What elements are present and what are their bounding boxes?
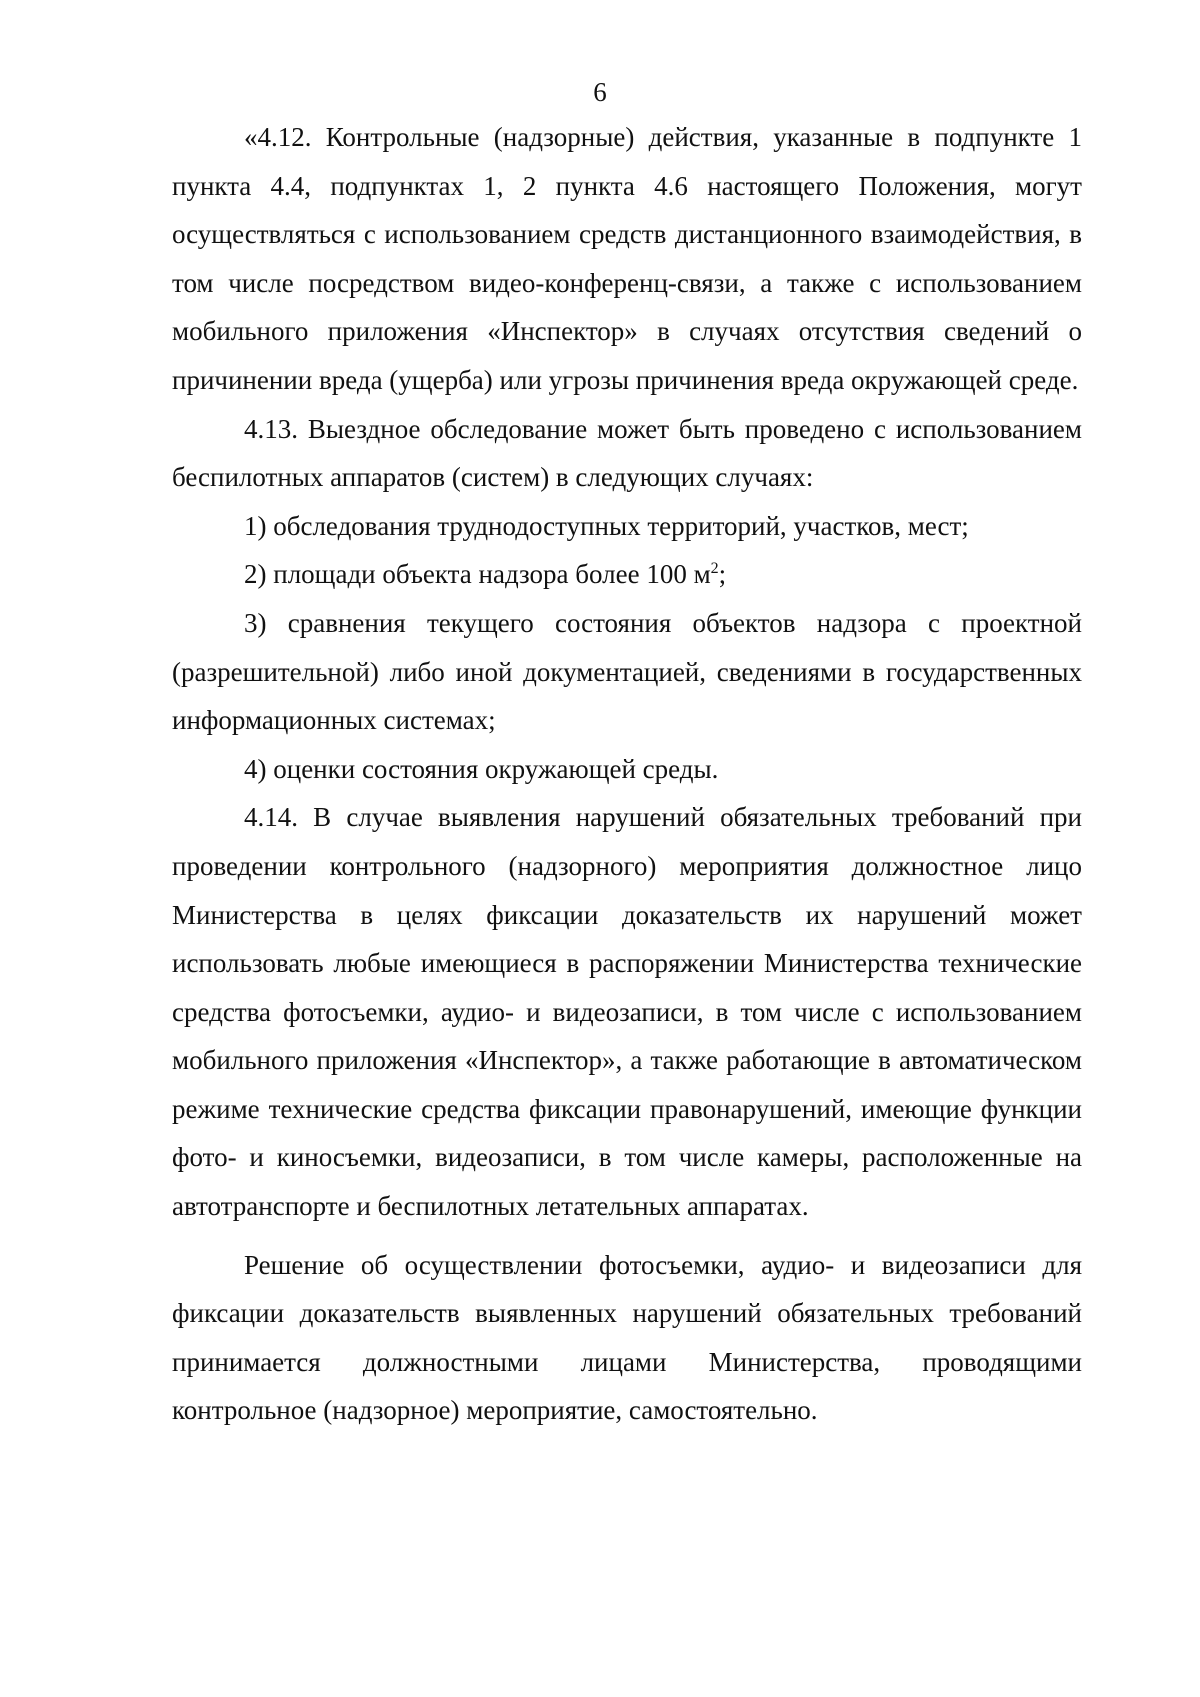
list-4-13-cases [172,502,1082,794]
list-item-1: 1) обследования труднодоступных территорий, участков, мест; [244,510,969,541]
paragraph-4-12: «4.12. Контрольные (надзорные) действия, указанные в подпункте 1 пункта 4.4, подпунктах 1, 2 пункта 4.6 настоящего Положения, могут осуществляться с использованием средств дистанционного взаимодействия, в том числе посредством видео-конференц-связи, а также с использованием мобильного приложения «Инспектор» в случаях отсутствия сведений о причинении вреда (ущерба) или угрозы причинения вреда окружающей среде. [172,122,1082,395]
paragraph-4-13: 4.13. Выездное обследование может быть проведено с использованием беспилотных аппаратов (систем) в следующих случаях: [172,413,1082,493]
list-item-2 [172,550,1082,599]
list-item-2-end: ; [718,559,727,590]
page-number: 6 [593,77,607,107]
superscript-square: 2 [710,560,719,578]
paragraph-4-14: 4.14. В случае выявления нарушений обязательных требований при проведении контрольного (надзорного) мероприятия должностное лицо Министерства в целях фиксации доказательств их нарушений может использовать любые имеющиеся в распоряжении Министерства технические средства фотосъемки, аудио- и видеозаписи, в том числе с использованием мобильного приложения «Инспектор», а также работающие в автоматическом режиме технические средства фиксации правонарушений, имеющие функции фото- и киносъемки, видеозаписи, в том числе камеры, расположенные на автотранспорте и беспилотных летательных аппаратах. [172,802,1082,1222]
document-body [172,113,1082,1435]
paragraph-decision: Решение об осуществлении фотосъемки, аудио- и видеозаписи для фиксации доказательств выявленных нарушений обязательных требований принимается должностными лицами Министерства, проводящими контрольное (надзорное) мероприятие, самостоятельно. [172,1249,1082,1426]
list-item-2-text: 2) площади объекта надзора более 100 м [244,559,711,590]
list-item-3: 3) сравнения текущего состояния объектов надзора с проектной (разрешительной) либо иной документацией, сведениями в государственных информационных системах; [172,607,1082,736]
list-item-4: 4) оценки состояния окружающей среды. [244,753,719,784]
